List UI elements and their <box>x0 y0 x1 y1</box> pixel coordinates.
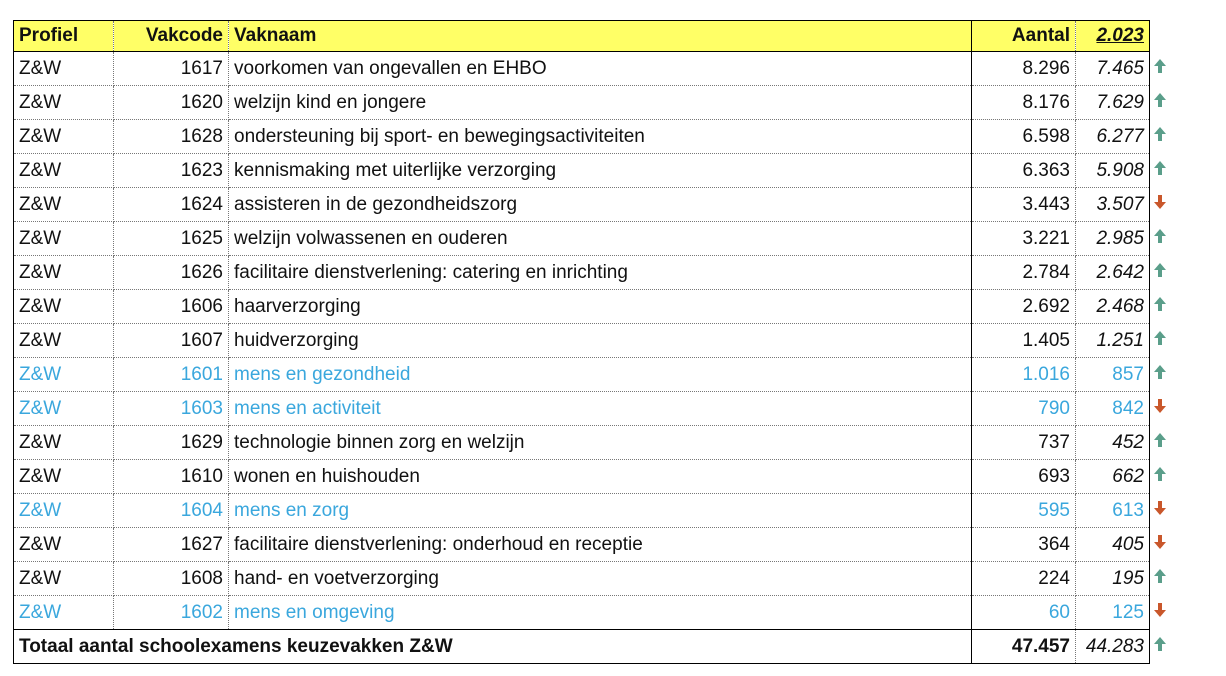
table-row <box>14 86 1171 120</box>
cell-year[interactable]: 2.468 <box>1076 290 1150 324</box>
trend-cell <box>1150 562 1171 596</box>
cell-vakcode[interactable]: 1604 <box>114 494 229 528</box>
trend-cell <box>1150 154 1171 188</box>
cell-profiel[interactable]: Z&W <box>14 324 114 358</box>
trend-cell <box>1150 222 1171 256</box>
cell-vakcode[interactable]: 1625 <box>114 222 229 256</box>
trend-cell <box>1150 86 1171 120</box>
arrow-up-icon <box>1153 466 1167 482</box>
cell-aantal[interactable]: 60 <box>972 596 1076 630</box>
arrow-up-icon <box>1153 262 1167 278</box>
table-row <box>14 426 1171 460</box>
cell-aantal[interactable]: 224 <box>972 562 1076 596</box>
arrow-down-icon <box>1153 602 1167 618</box>
cell-vakcode[interactable]: 1629 <box>114 426 229 460</box>
cell-aantal[interactable]: 2.692 <box>972 290 1076 324</box>
cell-profiel[interactable]: Z&W <box>14 494 114 528</box>
cell-profiel[interactable]: Z&W <box>14 392 114 426</box>
total-year[interactable]: 44.283 <box>1076 630 1150 664</box>
cell-vaknaam[interactable]: hand- en voetverzorging <box>229 562 972 596</box>
cell-vakcode[interactable]: 1610 <box>114 460 229 494</box>
header-aantal[interactable]: Aantal <box>972 21 1076 52</box>
cell-vakcode[interactable]: 1623 <box>114 154 229 188</box>
arrow-up-icon <box>1153 432 1167 448</box>
cell-vakcode[interactable]: 1607 <box>114 324 229 358</box>
cell-vaknaam[interactable]: welzijn volwassenen en ouderen <box>229 222 972 256</box>
cell-vaknaam[interactable]: ondersteuning bij sport- en bewegingsactiviteiten <box>229 120 972 154</box>
cell-aantal[interactable]: 3.443 <box>972 188 1076 222</box>
arrow-down-icon <box>1153 534 1167 550</box>
trend-cell <box>1150 120 1171 154</box>
table-row <box>14 596 1171 630</box>
keuzevakken-table <box>13 20 1171 664</box>
header-arrow-spacer <box>1150 21 1171 52</box>
cell-profiel[interactable]: Z&W <box>14 358 114 392</box>
cell-vaknaam[interactable]: mens en gezondheid <box>229 358 972 392</box>
cell-vaknaam[interactable]: mens en zorg <box>229 494 972 528</box>
trend-cell <box>1150 426 1171 460</box>
table-row <box>14 188 1171 222</box>
cell-profiel[interactable]: Z&W <box>14 290 114 324</box>
trend-cell <box>1150 188 1171 222</box>
cell-year[interactable]: 3.507 <box>1076 188 1150 222</box>
cell-profiel[interactable]: Z&W <box>14 460 114 494</box>
arrow-up-icon <box>1153 568 1167 584</box>
spreadsheet <box>13 20 1213 664</box>
cell-profiel[interactable]: Z&W <box>14 426 114 460</box>
table-row <box>14 324 1171 358</box>
table-row <box>14 358 1171 392</box>
cell-year[interactable]: 1.251 <box>1076 324 1150 358</box>
table-row <box>14 528 1171 562</box>
cell-vaknaam[interactable]: technologie binnen zorg en welzijn <box>229 426 972 460</box>
cell-profiel[interactable]: Z&W <box>14 222 114 256</box>
arrow-up-icon <box>1153 364 1167 380</box>
table-row <box>14 392 1171 426</box>
cell-year[interactable]: 2.985 <box>1076 222 1150 256</box>
arrow-up-icon <box>1153 92 1167 108</box>
cell-vakcode[interactable]: 1628 <box>114 120 229 154</box>
arrow-up-icon <box>1153 228 1167 244</box>
arrow-up-icon <box>1153 126 1167 142</box>
cell-vakcode[interactable]: 1608 <box>114 562 229 596</box>
header-row <box>14 21 1171 52</box>
cell-aantal[interactable]: 2.784 <box>972 256 1076 290</box>
trend-cell <box>1150 52 1171 86</box>
table-row <box>14 460 1171 494</box>
total-aantal[interactable]: 47.457 <box>972 630 1076 664</box>
cell-profiel[interactable]: Z&W <box>14 154 114 188</box>
cell-vaknaam[interactable]: wonen en huishouden <box>229 460 972 494</box>
table-row <box>14 562 1171 596</box>
arrow-up-icon <box>1153 636 1167 652</box>
cell-profiel[interactable]: Z&W <box>14 52 114 86</box>
cell-year[interactable]: 7.465 <box>1076 52 1150 86</box>
trend-cell <box>1150 256 1171 290</box>
cell-aantal[interactable]: 6.598 <box>972 120 1076 154</box>
trend-cell <box>1150 324 1171 358</box>
arrow-up-icon <box>1153 296 1167 312</box>
cell-vaknaam[interactable]: mens en omgeving <box>229 596 972 630</box>
cell-profiel[interactable]: Z&W <box>14 256 114 290</box>
cell-year[interactable]: 662 <box>1076 460 1150 494</box>
cell-profiel[interactable]: Z&W <box>14 86 114 120</box>
header-vakcode[interactable]: Vakcode <box>114 21 229 52</box>
cell-year[interactable]: 857 <box>1076 358 1150 392</box>
cell-aantal[interactable]: 595 <box>972 494 1076 528</box>
cell-profiel[interactable]: Z&W <box>14 188 114 222</box>
cell-aantal[interactable]: 737 <box>972 426 1076 460</box>
cell-profiel[interactable]: Z&W <box>14 596 114 630</box>
table-row <box>14 290 1171 324</box>
trend-cell <box>1150 528 1171 562</box>
trend-cell <box>1150 460 1171 494</box>
cell-vakcode[interactable]: 1603 <box>114 392 229 426</box>
trend-cell <box>1150 596 1171 630</box>
cell-vakcode[interactable]: 1627 <box>114 528 229 562</box>
cell-profiel[interactable]: Z&W <box>14 528 114 562</box>
arrow-down-icon <box>1153 398 1167 414</box>
table-row <box>14 222 1171 256</box>
cell-year[interactable]: 5.908 <box>1076 154 1150 188</box>
cell-profiel[interactable]: Z&W <box>14 120 114 154</box>
trend-cell <box>1150 358 1171 392</box>
cell-year[interactable]: 7.629 <box>1076 86 1150 120</box>
arrow-up-icon <box>1153 330 1167 346</box>
table-row <box>14 154 1171 188</box>
cell-year[interactable]: 125 <box>1076 596 1150 630</box>
cell-aantal[interactable]: 3.221 <box>972 222 1076 256</box>
cell-vakcode[interactable]: 1620 <box>114 86 229 120</box>
cell-year[interactable]: 613 <box>1076 494 1150 528</box>
cell-vaknaam[interactable]: voorkomen van ongevallen en EHBO <box>229 52 972 86</box>
total-label[interactable]: Totaal aantal schoolexamens keuzevakken Z&W <box>14 630 972 664</box>
cell-vaknaam[interactable]: haarverzorging <box>229 290 972 324</box>
total-trend-cell <box>1150 630 1171 664</box>
cell-year[interactable]: 195 <box>1076 562 1150 596</box>
cell-vaknaam[interactable]: welzijn kind en jongere <box>229 86 972 120</box>
cell-vaknaam[interactable]: huidverzorging <box>229 324 972 358</box>
cell-vakcode[interactable]: 1602 <box>114 596 229 630</box>
cell-vaknaam[interactable]: facilitaire dienstverlening: onderhoud en receptie <box>229 528 972 562</box>
cell-vaknaam[interactable]: mens en activiteit <box>229 392 972 426</box>
cell-aantal[interactable]: 1.405 <box>972 324 1076 358</box>
header-profiel[interactable]: Profiel <box>14 21 114 52</box>
table-row <box>14 120 1171 154</box>
table-row <box>14 256 1171 290</box>
cell-aantal[interactable]: 8.296 <box>972 52 1076 86</box>
cell-year[interactable]: 842 <box>1076 392 1150 426</box>
cell-vaknaam[interactable]: facilitaire dienstverlening: catering en inrichting <box>229 256 972 290</box>
cell-aantal[interactable]: 1.016 <box>972 358 1076 392</box>
cell-vakcode[interactable]: 1626 <box>114 256 229 290</box>
cell-year[interactable]: 2.642 <box>1076 256 1150 290</box>
arrow-up-icon <box>1153 160 1167 176</box>
cell-aantal[interactable]: 8.176 <box>972 86 1076 120</box>
trend-cell <box>1150 494 1171 528</box>
header-vaknaam[interactable]: Vaknaam <box>229 21 972 52</box>
cell-vakcode[interactable]: 1601 <box>114 358 229 392</box>
arrow-down-icon <box>1153 500 1167 516</box>
cell-vaknaam[interactable]: kennismaking met uiterlijke verzorging <box>229 154 972 188</box>
cell-vakcode[interactable]: 1617 <box>114 52 229 86</box>
total-row <box>14 630 1171 664</box>
cell-vakcode[interactable]: 1606 <box>114 290 229 324</box>
cell-year[interactable]: 6.277 <box>1076 120 1150 154</box>
cell-year[interactable]: 452 <box>1076 426 1150 460</box>
cell-profiel[interactable]: Z&W <box>14 562 114 596</box>
cell-aantal[interactable]: 693 <box>972 460 1076 494</box>
trend-cell <box>1150 392 1171 426</box>
trend-cell <box>1150 290 1171 324</box>
arrow-down-icon <box>1153 194 1167 210</box>
cell-aantal[interactable]: 6.363 <box>972 154 1076 188</box>
table-row <box>14 494 1171 528</box>
cell-vakcode[interactable]: 1624 <box>114 188 229 222</box>
cell-aantal[interactable]: 364 <box>972 528 1076 562</box>
cell-aantal[interactable]: 790 <box>972 392 1076 426</box>
cell-vaknaam[interactable]: assisteren in de gezondheidszorg <box>229 188 972 222</box>
arrow-up-icon <box>1153 58 1167 74</box>
table-row <box>14 52 1171 86</box>
header-year[interactable]: 2.023 <box>1076 21 1150 52</box>
cell-year[interactable]: 405 <box>1076 528 1150 562</box>
